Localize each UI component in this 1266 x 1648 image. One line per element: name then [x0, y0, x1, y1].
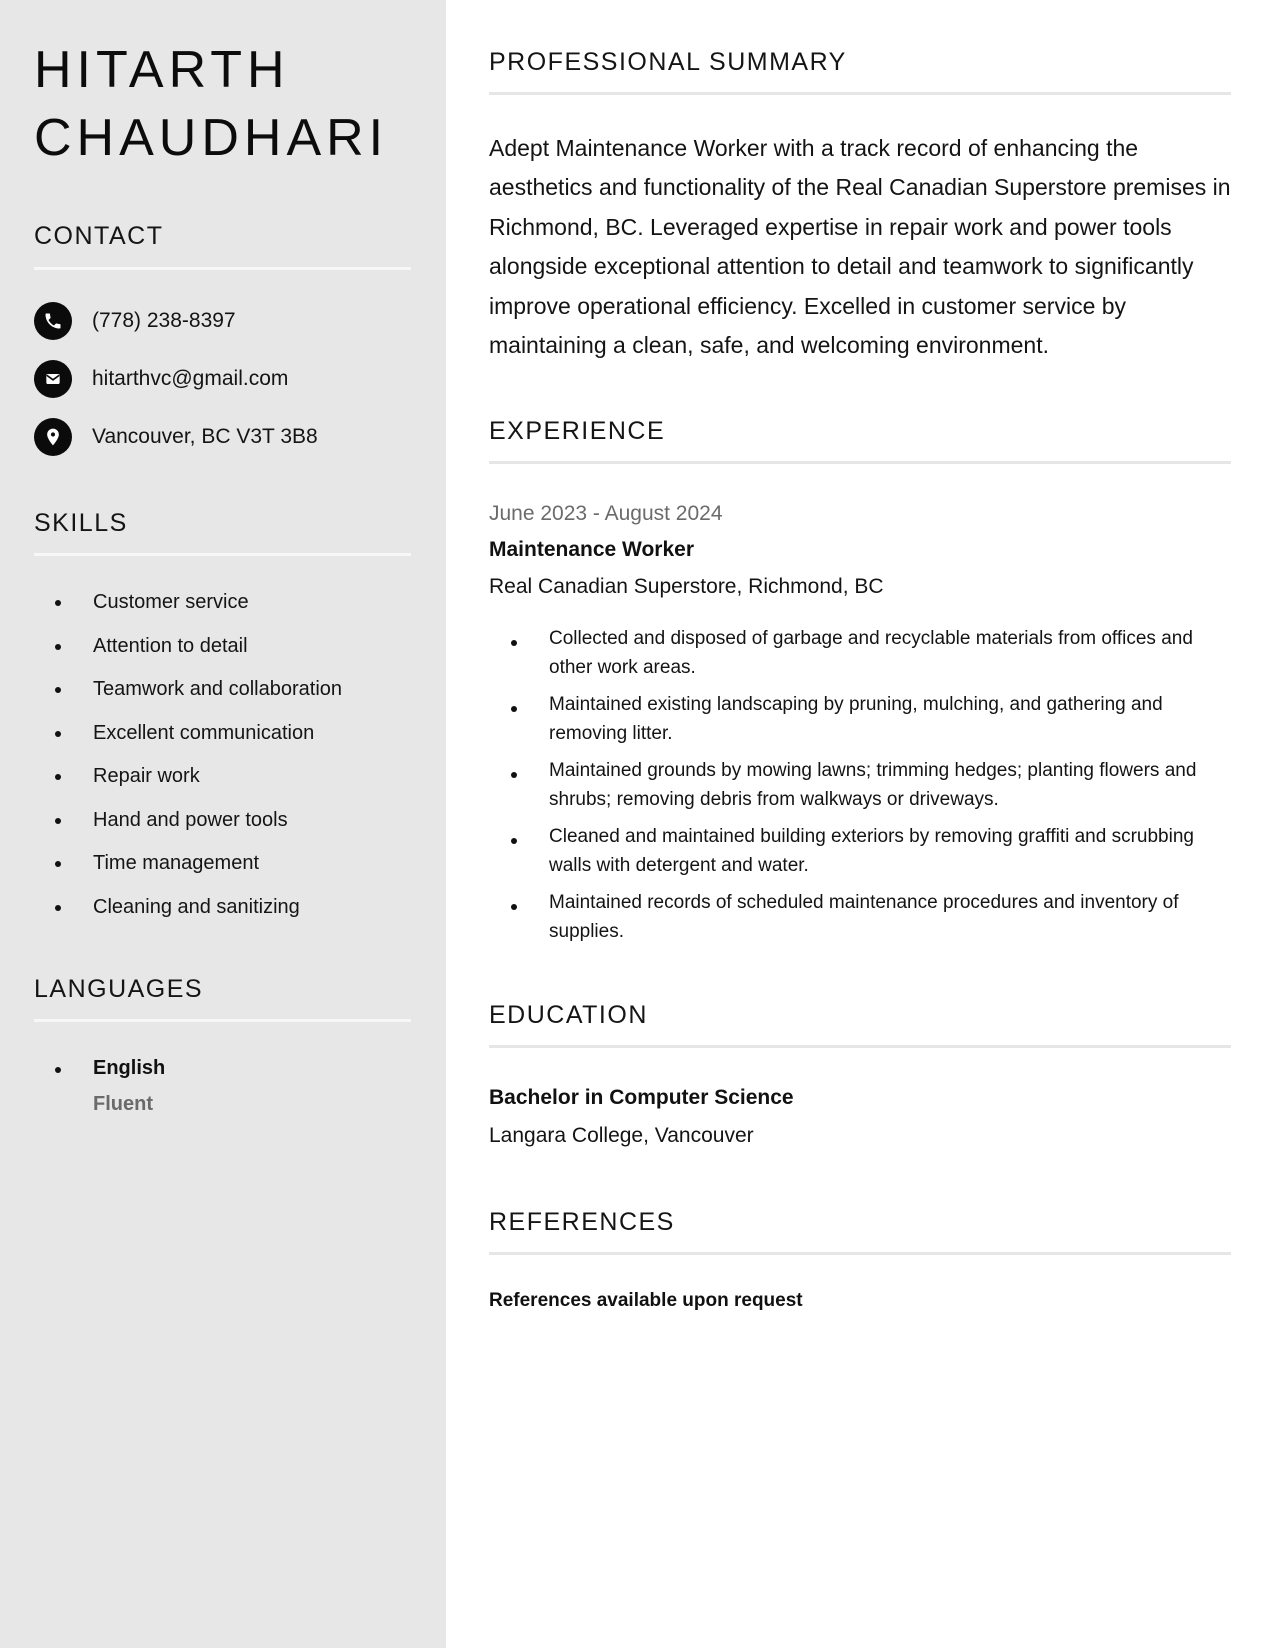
experience-divider [489, 461, 1231, 464]
location-pin-icon [34, 418, 72, 456]
job-bullet: Cleaned and maintained building exteriors by removing graffiti and scrubbing walls with detergent and water. [489, 822, 1231, 880]
phone-icon [34, 302, 72, 340]
education-school: Langara College, Vancouver [489, 1124, 754, 1147]
skills-divider [34, 553, 411, 556]
skills-list [34, 590, 411, 938]
first-name: HITARTH [34, 41, 290, 99]
job-company: Real Canadian Superstore, Richmond, BC [489, 575, 884, 598]
skill-item: Time management [34, 851, 411, 895]
job-bullets [489, 624, 1231, 954]
bullet [55, 1067, 61, 1073]
language-level: Fluent [93, 1093, 153, 1115]
education-degree: Bachelor in Computer Science [489, 1086, 794, 1109]
contact-heading: CONTACT [34, 222, 164, 250]
skill-item: Excellent communication [34, 721, 411, 765]
education-divider [489, 1045, 1231, 1048]
languages-heading: LANGUAGES [34, 975, 204, 1003]
location-text: Vancouver, BC V3T 3B8 [92, 425, 318, 448]
experience-heading: EXPERIENCE [489, 417, 666, 445]
phone-number: (778) 238-8397 [92, 309, 236, 332]
references-heading: REFERENCES [489, 1208, 675, 1236]
references-text: References available upon request [489, 1290, 803, 1311]
job-bullet: Maintained existing landscaping by pruning, mulching, and gathering and removing litter. [489, 690, 1231, 748]
summary-divider [489, 92, 1231, 95]
language-name: English [93, 1057, 166, 1079]
skill-item: Attention to detail [34, 634, 411, 678]
contact-email [34, 360, 288, 398]
contact-location [34, 418, 318, 456]
job-bullet: Maintained records of scheduled maintenance procedures and inventory of supplies. [489, 888, 1231, 946]
last-name: CHAUDHARI [34, 109, 389, 167]
summary-heading: PROFESSIONAL SUMMARY [489, 48, 847, 76]
contact-phone [34, 302, 236, 340]
skill-item: Hand and power tools [34, 808, 411, 852]
skill-item: Repair work [34, 764, 411, 808]
skill-item: Customer service [34, 590, 411, 634]
email-icon [34, 360, 72, 398]
contact-divider [34, 267, 411, 270]
summary-text: Adept Maintenance Worker with a track record of enhancing the aesthetics and functionality of the Real Canadian Superstore premises in Richmond, BC. Leveraged expertise in repair work and power tools alongside exceptional attention to detail and teamwork to significantly improve operational efficiency. Excelled in customer service by maintaining a clean, safe, and welcoming environment. [489, 135, 1231, 359]
job-title: Maintenance Worker [489, 538, 695, 561]
email-address: hitarthvc@gmail.com [92, 367, 289, 390]
candidate-name [34, 36, 388, 172]
languages-divider [34, 1019, 411, 1022]
skill-item: Cleaning and sanitizing [34, 895, 411, 939]
job-bullet: Maintained grounds by mowing lawns; trimming hedges; planting flowers and shrubs; removing debris from walkways or driveways. [489, 756, 1231, 814]
skill-item: Teamwork and collaboration [34, 677, 411, 721]
job-bullet: Collected and disposed of garbage and recyclable materials from offices and other work areas. [489, 624, 1231, 682]
job-dates: June 2023 - August 2024 [489, 502, 723, 525]
skills-heading: SKILLS [34, 509, 128, 537]
sidebar [0, 0, 446, 1648]
references-divider [489, 1252, 1231, 1255]
education-heading: EDUCATION [489, 1001, 648, 1029]
